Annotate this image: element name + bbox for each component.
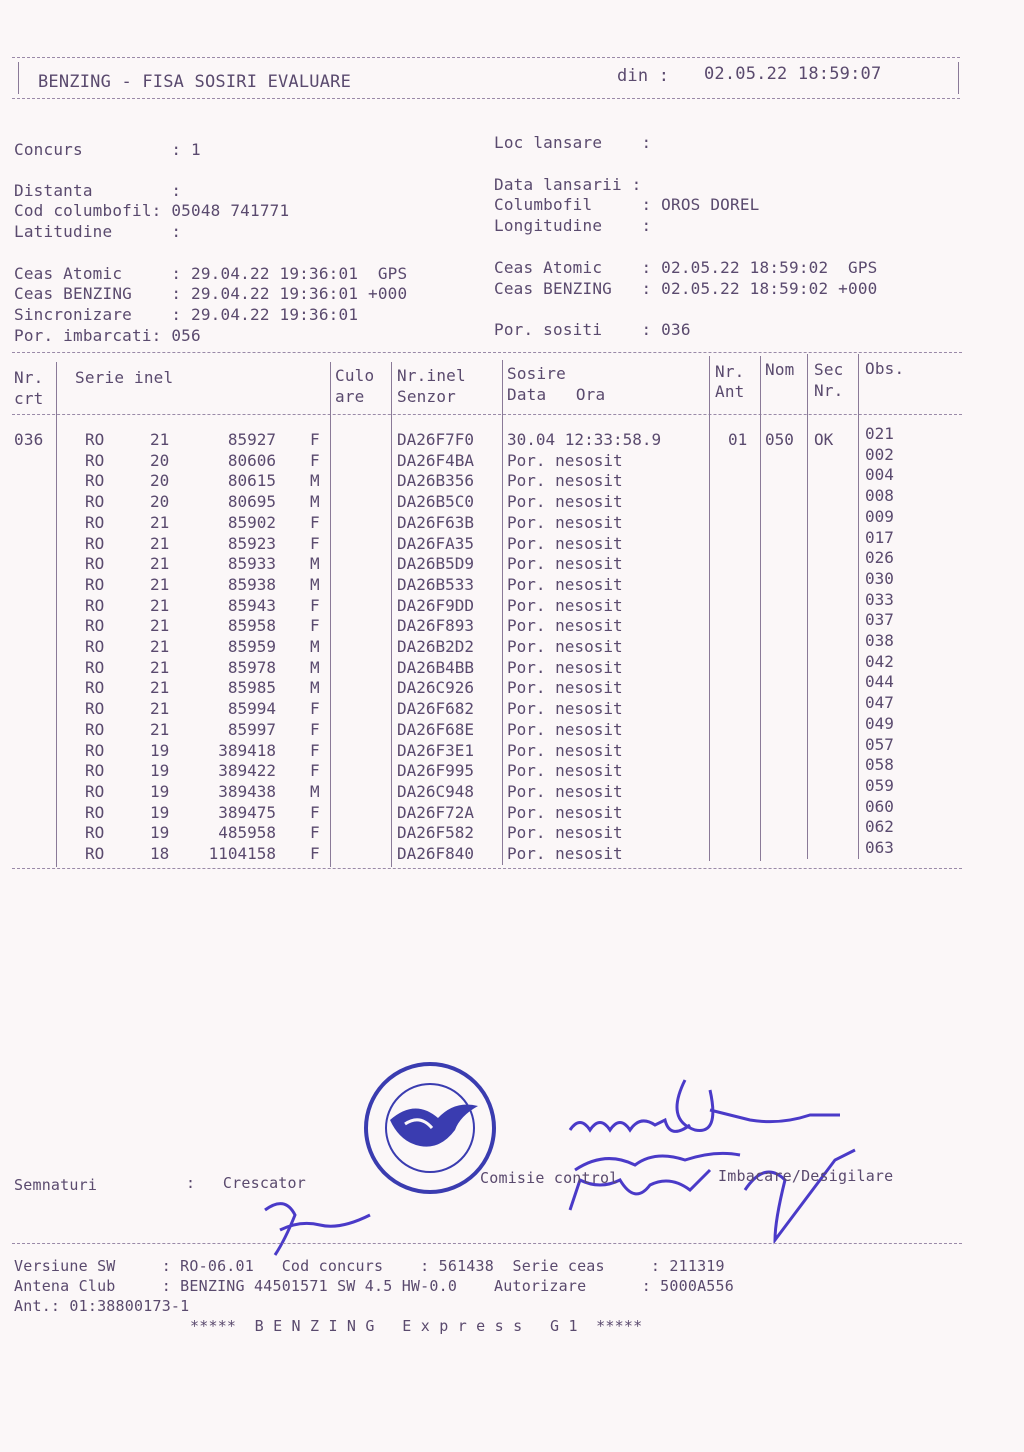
- arrival: Por. nesosit: [507, 740, 623, 760]
- club-stamp: [360, 1058, 500, 1198]
- ring-sex: F: [310, 430, 320, 449]
- obs-value: 062: [865, 817, 894, 837]
- ring-number: 85902: [227, 512, 276, 532]
- sensor-id: DA26F840: [397, 844, 475, 863]
- sensor-id: DA26B5D9: [397, 554, 475, 574]
- col-obs-header: Obs.: [865, 359, 905, 378]
- col-sec-header: Sec: [814, 360, 844, 379]
- ring-sex: M: [310, 678, 320, 698]
- sensor-id: DA26F7F0: [397, 430, 475, 449]
- sensor-id: DA26F582: [397, 823, 475, 843]
- arrival: Por. nesosit: [507, 657, 623, 677]
- ring-country: RO: [85, 823, 105, 843]
- sensor-id: DA26F995: [397, 761, 475, 781]
- footer-version: Versiune SW : RO-06.01 Cod concurs : 561438 Serie ceas : 211319: [14, 1257, 725, 1275]
- ring-sex: F: [310, 533, 320, 553]
- ring-year: 18: [150, 844, 170, 863]
- ring-country: RO: [85, 492, 105, 512]
- ring-year: 21: [150, 657, 170, 677]
- ceas-benzing-left: Ceas BENZING : 29.04.22 19:36:01 +000: [14, 284, 408, 303]
- col-senzor-header: Senzor: [397, 387, 456, 406]
- ring-year: 21: [150, 430, 170, 449]
- obs-value: 044: [865, 672, 894, 692]
- sensor-id: DA26F63B: [397, 512, 475, 532]
- obs-value: 038: [865, 631, 894, 650]
- ring-number: 389475: [218, 802, 276, 822]
- ring-sex: F: [310, 844, 320, 863]
- ring-country: RO: [85, 533, 105, 553]
- date-label: din :: [617, 66, 670, 86]
- header-right-border: [958, 62, 959, 94]
- sensor-id: DA26FA35: [397, 533, 475, 553]
- ring-number: 80606: [227, 450, 276, 470]
- ring-number: 85943: [227, 595, 276, 615]
- col-serie-header: Serie inel: [75, 368, 174, 387]
- sensor-id: DA26B2D2: [397, 637, 475, 656]
- ring-country: RO: [85, 740, 105, 760]
- ring-year: 19: [150, 823, 170, 843]
- footer-top-border: [12, 1243, 962, 1244]
- distanta-field: Distanta :: [14, 181, 182, 200]
- table-header-border: [12, 414, 962, 415]
- obs-value: 047: [865, 693, 894, 713]
- ring-year: 21: [150, 699, 170, 719]
- col-nr-ant-header-2: Ant: [715, 382, 745, 401]
- ring-year: 19: [150, 802, 170, 822]
- ring-country: RO: [85, 595, 105, 615]
- col-sec-header-2: Nr.: [814, 381, 844, 400]
- ring-year: 21: [150, 533, 170, 553]
- longitudine-field: Longitudine :: [494, 216, 652, 235]
- antenna-nr: 01: [728, 430, 748, 449]
- ceas-atomic-left: Ceas Atomic : 29.04.22 19:36:01 GPS: [14, 264, 408, 283]
- ring-sex: F: [310, 616, 320, 636]
- sheet-title: BENZING - FISA SOSIRI EVALUARE: [38, 72, 352, 92]
- obs-value: 026: [865, 548, 894, 568]
- ring-sex: M: [310, 471, 320, 491]
- ring-sex: F: [310, 595, 320, 615]
- arrival: 30.04 12:33:58.9: [507, 430, 662, 449]
- signature-comisie-label: Comisie control: [480, 1169, 619, 1187]
- ring-sex: F: [310, 823, 320, 843]
- col-culoare-header: Culo: [335, 366, 375, 385]
- ring-year: 21: [150, 574, 170, 594]
- ring-number: 485958: [218, 823, 276, 843]
- ring-country: RO: [85, 699, 105, 719]
- arrival: Por. nesosit: [507, 533, 623, 553]
- ring-sex: M: [310, 492, 320, 512]
- ring-sex: M: [310, 781, 320, 801]
- obs-value: 004: [865, 465, 894, 485]
- ring-year: 21: [150, 616, 170, 636]
- obs-value: 058: [865, 755, 894, 775]
- sensor-id: DA26B5C0: [397, 492, 475, 512]
- obs-value: 057: [865, 734, 894, 754]
- header-bottom-border: [12, 98, 960, 99]
- ring-country: RO: [85, 657, 105, 677]
- concurs-field: Concurs : 1: [14, 140, 201, 159]
- ring-year: 21: [150, 719, 170, 739]
- obs-value: 060: [865, 796, 894, 816]
- latitudine-field: Latitudine :: [14, 222, 182, 241]
- ring-number: 80695: [227, 492, 276, 512]
- ring-number: 85933: [227, 554, 276, 574]
- col-data-ora-header: Data Ora: [507, 385, 606, 404]
- ring-sex: F: [310, 740, 320, 760]
- ring-country: RO: [85, 450, 105, 470]
- obs-value: 059: [865, 775, 894, 795]
- ring-sex: M: [310, 637, 320, 656]
- ring-sex: F: [310, 719, 320, 739]
- ring-number: 85997: [227, 719, 276, 739]
- ring-country: RO: [85, 844, 105, 863]
- sensor-id: DA26F68E: [397, 719, 475, 739]
- arrival: Por. nesosit: [507, 637, 623, 656]
- date-value: 02.05.22 18:59:07: [704, 64, 882, 84]
- data-lansarii-field: Data lansarii :: [494, 175, 642, 194]
- obs-value: 008: [865, 486, 894, 506]
- footer-antena: Antena Club : BENZING 44501571 SW 4.5 HW-0.0 Autorizare : 5000A556: [14, 1277, 734, 1295]
- signature-crescator-label: : Crescator: [186, 1174, 306, 1192]
- ring-sex: M: [310, 554, 320, 574]
- col-nr-header: Nr.: [14, 368, 44, 387]
- sensor-id: DA26F9DD: [397, 595, 475, 615]
- obs-value: 017: [865, 527, 894, 547]
- sensor-id: DA26B356: [397, 471, 475, 491]
- ring-year: 21: [150, 678, 170, 698]
- ring-sex: M: [310, 574, 320, 594]
- ring-year: 20: [150, 471, 170, 491]
- arrival: Por. nesosit: [507, 719, 623, 739]
- ring-sex: F: [310, 450, 320, 470]
- ring-year: 21: [150, 554, 170, 574]
- obs-value: 021: [865, 424, 894, 443]
- obs-value: 030: [865, 568, 894, 588]
- obs-value: 002: [865, 444, 894, 464]
- ring-sex: F: [310, 699, 320, 719]
- ring-country: RO: [85, 471, 105, 491]
- sensor-id: DA26F72A: [397, 802, 475, 822]
- first-row-nr: 036: [14, 430, 44, 449]
- sensor-id: DA26C948: [397, 781, 475, 801]
- obs-value: 033: [865, 589, 894, 609]
- col-nr-ant-header: Nr.: [715, 362, 745, 381]
- sensor-id: DA26F893: [397, 616, 475, 636]
- ring-country: RO: [85, 574, 105, 594]
- columbofil-field: Columbofil : OROS DOREL: [494, 195, 760, 214]
- ring-number: 389422: [218, 761, 276, 781]
- footer-brand: ***** B E N Z I N G E x p r e s s G 1 *****: [190, 1317, 643, 1335]
- ring-country: RO: [85, 719, 105, 739]
- ring-country: RO: [85, 512, 105, 532]
- ring-number: 85923: [227, 533, 276, 553]
- arrival: Por. nesosit: [507, 781, 623, 801]
- ring-country: RO: [85, 554, 105, 574]
- ring-number: 389438: [218, 781, 276, 801]
- ring-country: RO: [85, 761, 105, 781]
- arrival: Por. nesosit: [507, 471, 623, 491]
- ring-year: 21: [150, 595, 170, 615]
- ring-country: RO: [85, 430, 105, 449]
- sensor-id: DA26C926: [397, 678, 475, 698]
- breeder-signature: [250, 1190, 380, 1260]
- table-row: [0, 838, 1024, 865]
- col-culoare-header-2: are: [335, 387, 365, 406]
- sensor-id: DA26F4BA: [397, 450, 475, 470]
- ring-number: 85927: [227, 430, 276, 449]
- ring-number: 80615: [227, 471, 276, 491]
- signatures-label: Semnaturi: [14, 1176, 98, 1194]
- ring-sex: F: [310, 802, 320, 822]
- footer-ant: Ant.: 01:38800173-1: [14, 1297, 190, 1315]
- table-top-border: [12, 352, 962, 353]
- obs-value: 042: [865, 651, 894, 671]
- header-top-border: [12, 57, 960, 58]
- ring-number: 85978: [227, 657, 276, 677]
- ring-number: 85938: [227, 574, 276, 594]
- arrival: Por. nesosit: [507, 595, 623, 615]
- obs-value: 009: [865, 506, 894, 526]
- obs-value: 037: [865, 610, 894, 630]
- arrival: Por. nesosit: [507, 678, 623, 698]
- ring-year: 21: [150, 637, 170, 656]
- ring-number: 389418: [218, 740, 276, 760]
- sec-value: OK: [814, 430, 834, 449]
- arrival: Por. nesosit: [507, 616, 623, 636]
- header-left-border: [18, 62, 19, 94]
- ring-country: RO: [85, 781, 105, 801]
- ring-number: 85958: [227, 616, 276, 636]
- arrival: Por. nesosit: [507, 574, 623, 594]
- nom-value: 050: [765, 430, 794, 449]
- commission-signatures: [560, 1060, 890, 1260]
- ring-year: 20: [150, 450, 170, 470]
- col-nr-header-2: crt: [14, 389, 44, 408]
- ring-sex: F: [310, 761, 320, 781]
- ring-number: 85994: [227, 699, 276, 719]
- ring-country: RO: [85, 802, 105, 822]
- arrival: Por. nesosit: [507, 699, 623, 719]
- arrival: Por. nesosit: [507, 450, 623, 470]
- arrival: Por. nesosit: [507, 512, 623, 532]
- por-sositi-field: Por. sositi : 036: [494, 320, 691, 339]
- sincronizare-field: Sincronizare : 29.04.22 19:36:01: [14, 305, 359, 324]
- ring-sex: M: [310, 657, 320, 677]
- arrival: Por. nesosit: [507, 844, 623, 863]
- col-nom-header: Nom: [765, 360, 795, 379]
- sensor-id: DA26B4BB: [397, 657, 475, 677]
- arrival: Por. nesosit: [507, 492, 623, 512]
- arrival: Por. nesosit: [507, 802, 623, 822]
- ring-country: RO: [85, 616, 105, 636]
- ring-country: RO: [85, 637, 105, 656]
- ceas-atomic-right: Ceas Atomic : 02.05.22 18:59:02 GPS: [494, 258, 878, 277]
- col-inel-header: Nr.inel: [397, 366, 466, 385]
- ring-number: 1104158: [208, 844, 276, 863]
- col-sosire-header: Sosire: [507, 364, 566, 383]
- sensor-id: DA26F682: [397, 699, 475, 719]
- ring-year: 20: [150, 492, 170, 512]
- ring-year: 21: [150, 512, 170, 532]
- ring-country: RO: [85, 678, 105, 698]
- obs-value: 049: [865, 713, 894, 733]
- sensor-id: DA26B533: [397, 574, 475, 594]
- ring-number: 85985: [227, 678, 276, 698]
- ring-sex: F: [310, 512, 320, 532]
- arrival: Por. nesosit: [507, 554, 623, 574]
- ring-number: 85959: [227, 637, 276, 656]
- sensor-id: DA26F3E1: [397, 740, 475, 760]
- obs-value: 063: [865, 838, 894, 857]
- por-imbarcati-field: Por. imbarcati: 056: [14, 326, 201, 345]
- signature-imbarcare-label: Imbacare/Desigilare: [718, 1167, 894, 1185]
- ceas-benzing-right: Ceas BENZING : 02.05.22 18:59:02 +000: [494, 279, 878, 298]
- ring-year: 19: [150, 781, 170, 801]
- arrival: Por. nesosit: [507, 761, 623, 781]
- cod-columbofil-field: Cod columbofil: 05048 741771: [14, 201, 290, 220]
- ring-year: 19: [150, 761, 170, 781]
- table-bottom-border: [12, 868, 962, 869]
- ring-year: 19: [150, 740, 170, 760]
- loc-lansare-field: Loc lansare :: [494, 133, 652, 152]
- arrival: Por. nesosit: [507, 823, 623, 843]
